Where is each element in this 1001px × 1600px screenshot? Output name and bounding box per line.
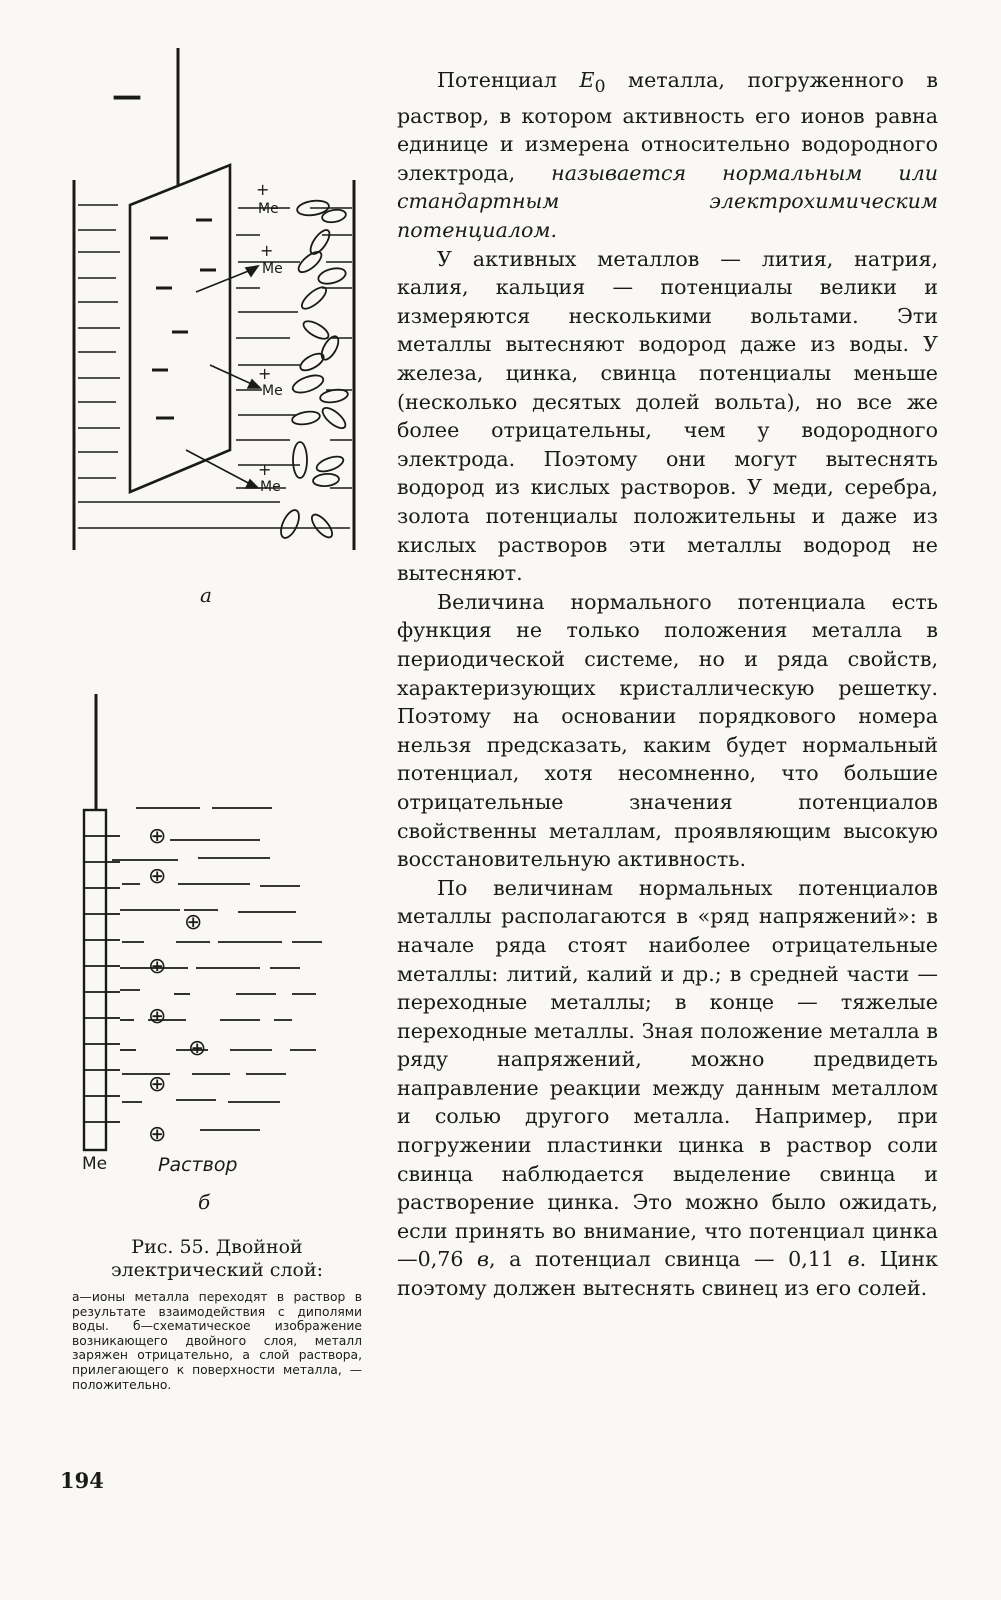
double-layer-diagram — [60, 690, 380, 1180]
cation-symbol: ⊕ — [148, 1122, 167, 1147]
beaker-diagram — [60, 40, 380, 560]
cation-symbol: ⊕ — [148, 954, 167, 979]
metal-label: Me — [82, 1154, 108, 1174]
solution-label: Раствор — [158, 1154, 238, 1176]
ion-plus: + — [260, 241, 274, 260]
unit-volt: в — [847, 1247, 860, 1272]
metal-minus-ticks — [84, 836, 120, 1122]
metal-strip — [84, 810, 106, 1150]
p1-body: металла, погруженного в раствор, в котором активность его ионов равна единице и измерена относительно водородного электрода, — [397, 68, 938, 185]
figure-caption — [72, 1236, 362, 1392]
paragraph-4 — [397, 874, 938, 1303]
solution-dashes — [112, 808, 322, 1130]
paragraph-2: У активных металлов — лития, натрия, калия, кальция — потенциалы велики и измеряются несколькими вольтами. Эти металлы вытесняют водород даже из воды. У железа, цинка, свинца потенциалы меньше (несколько десятых долей вольта), но все же более отрицательны, чем у водородного электрода. Поэтому они могут вытеснять водород из кислых растворов. У меди, серебра, золота потенциалы положительны и даже из кислых растворов эти металлы водород не вытесняют. — [397, 246, 938, 586]
ion-plus: + — [256, 180, 270, 199]
figure-b — [60, 690, 380, 1180]
p1-definition: называется нормальным или стандартным электрохимическим потенциалом. — [397, 160, 939, 243]
p1-lead: Потенциал — [437, 68, 557, 92]
metal-plate — [130, 165, 230, 492]
cation-symbol: ⊕ — [148, 1072, 167, 1097]
cation-symbol: ⊕ — [188, 1036, 207, 1061]
cation-symbol: ⊕ — [148, 1004, 167, 1029]
body-text — [397, 66, 938, 1303]
paragraph-1 — [397, 66, 938, 245]
ion-plus: + — [258, 460, 272, 479]
cation-symbol: ⊕ — [148, 824, 167, 849]
e0-symbol: E — [579, 68, 595, 92]
rod-minus-sign: — — [112, 79, 142, 114]
figure-a — [60, 40, 380, 607]
ion-label: Me — [262, 261, 283, 277]
ion-label: Me — [260, 479, 281, 495]
caption-title: Рис. 55. Двойной электрический слой: — [110, 1236, 324, 1281]
page-number: 194 — [60, 1468, 104, 1493]
paragraph-3: Величина нормального потенциала есть функция не только положения металла в периодической системе, но и ряда свойств, характеризующих кристаллическую решетку. Поэтому на основании порядкового номера нельзя предсказать, каким будет нормальный потенциал, хотя несомненно, что большие отрицательные значения потенциалов свойственны металлам, проявляющим высокую восстановительную активность. — [397, 589, 938, 872]
p4-part-a: По величинам нормальных потенциалов металлы располагаются в «ряд напряжений»: в начале ряда стоят наиболее отрицательные металлы: литий, калий и др.; в средней части — переходные металлы; в конце — тяжелые переходные металлы. Зная положение металла в ряду напряжений, можно предвидеть направление реакции между данным металлом и солью другого металла. Например, при погружении пластинки цинка в раствор соли свинца наблюдается выделение свинца и растворение цинка. Это можно было ожидать, если принять во внимание, что потенциал цинка—0,76 — [397, 875, 938, 1272]
e0-subscript: 0 — [594, 77, 606, 98]
panel-b-label: б — [198, 1190, 211, 1214]
p4-part-b: , а потенциал свинца — 0,11 — [489, 1247, 848, 1272]
p4-part-c: . Цинк поэтому должен вытеснять свинец из его солей. — [397, 1247, 938, 1301]
ion-label: Me — [258, 201, 279, 217]
caption-body: а—ионы металла переходят в раствор в результате взаимодействия с диполями воды. б—схематическое изображение возникающего двойного слоя, металл заряжен отрицательно, а слой раствора, прилегающего к поверхности металла, — положительно. — [72, 1290, 362, 1392]
water-dipoles — [277, 199, 349, 541]
cation-symbol: ⊕ — [184, 910, 203, 935]
cation-symbol: ⊕ — [148, 864, 167, 889]
unit-volt: в — [477, 1247, 490, 1272]
ion-plus: + — [258, 364, 272, 383]
ion-label: Me — [262, 383, 283, 399]
panel-a-label: а — [200, 583, 212, 607]
